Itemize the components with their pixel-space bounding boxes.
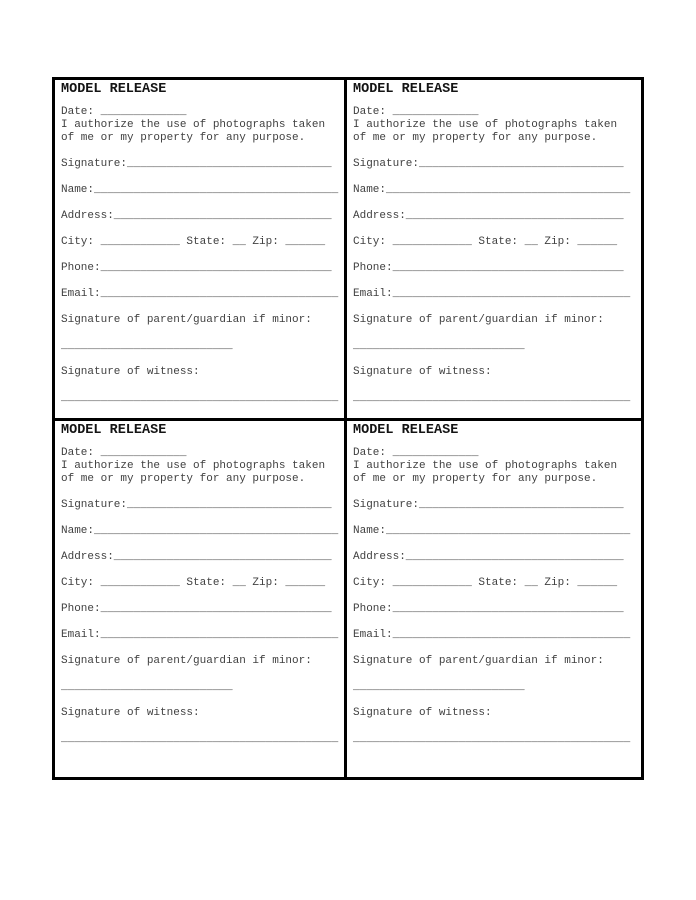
- minor-signature-blank: __________________________: [353, 681, 525, 693]
- signature-field: Signature:_______________________________: [353, 499, 624, 511]
- witness-signature-blank: __________________________________________: [353, 392, 631, 404]
- minor-signature-label: Signature of parent/guardian if minor:: [61, 314, 312, 326]
- minor-signature-label: Signature of parent/guardian if minor:: [61, 655, 312, 667]
- model-release-form-bottom-left: [55, 421, 344, 777]
- witness-signature-label: Signature of witness:: [353, 366, 492, 378]
- witness-signature-blank: __________________________________________: [61, 733, 339, 745]
- city-state-zip-field: City: ____________ State: __ Zip: ______: [61, 236, 326, 248]
- minor-signature-blank: __________________________: [353, 340, 525, 352]
- city-state-zip-field: City: ____________ State: __ Zip: ______: [353, 577, 618, 589]
- email-field: Email:____________________________________: [353, 288, 631, 300]
- witness-signature-label: Signature of witness:: [353, 707, 492, 719]
- date-field: Date: _____________: [61, 106, 187, 118]
- phone-field: Phone:___________________________________: [61, 262, 332, 274]
- form-title: MODEL RELEASE: [353, 82, 459, 97]
- witness-signature-blank: __________________________________________: [61, 392, 339, 404]
- authorization-text-line1: I authorize the use of photographs taken: [61, 119, 326, 131]
- minor-signature-label: Signature of parent/guardian if minor:: [353, 314, 604, 326]
- address-field: Address:_________________________________: [61, 551, 332, 563]
- name-field: Name:_____________________________________: [61, 184, 339, 196]
- model-release-form-top-left: [55, 80, 344, 418]
- authorization-text-line2: of me or my property for any purpose.: [61, 132, 306, 144]
- email-field: Email:____________________________________: [353, 629, 631, 641]
- minor-signature-blank: __________________________: [61, 681, 233, 693]
- city-state-zip-field: City: ____________ State: __ Zip: ______: [353, 236, 618, 248]
- form-title: MODEL RELEASE: [61, 423, 167, 438]
- witness-signature-label: Signature of witness:: [61, 707, 200, 719]
- form-title: MODEL RELEASE: [61, 82, 167, 97]
- date-field: Date: _____________: [61, 447, 187, 459]
- address-field: Address:_________________________________: [353, 210, 624, 222]
- signature-field: Signature:_______________________________: [353, 158, 624, 170]
- name-field: Name:_____________________________________: [353, 184, 631, 196]
- name-field: Name:_____________________________________: [61, 525, 339, 537]
- authorization-text-line2: of me or my property for any purpose.: [353, 473, 598, 485]
- witness-signature-label: Signature of witness:: [61, 366, 200, 378]
- minor-signature-label: Signature of parent/guardian if minor:: [353, 655, 604, 667]
- form-title: MODEL RELEASE: [353, 423, 459, 438]
- phone-field: Phone:___________________________________: [61, 603, 332, 615]
- authorization-text-line1: I authorize the use of photographs taken: [353, 460, 618, 472]
- authorization-text-line2: of me or my property for any purpose.: [353, 132, 598, 144]
- authorization-text-line1: I authorize the use of photographs taken: [61, 460, 326, 472]
- authorization-text-line1: I authorize the use of photographs taken: [353, 119, 618, 131]
- date-field: Date: _____________: [353, 106, 479, 118]
- name-field: Name:_____________________________________: [353, 525, 631, 537]
- phone-field: Phone:___________________________________: [353, 603, 624, 615]
- address-field: Address:_________________________________: [61, 210, 332, 222]
- address-field: Address:_________________________________: [353, 551, 624, 563]
- model-release-sheet: [52, 77, 644, 780]
- model-release-form-bottom-right: [347, 421, 641, 777]
- signature-field: Signature:_______________________________: [61, 499, 332, 511]
- minor-signature-blank: __________________________: [61, 340, 233, 352]
- model-release-form-top-right: [347, 80, 641, 418]
- email-field: Email:____________________________________: [61, 288, 339, 300]
- witness-signature-blank: __________________________________________: [353, 733, 631, 745]
- date-field: Date: _____________: [353, 447, 479, 459]
- email-field: Email:____________________________________: [61, 629, 339, 641]
- city-state-zip-field: City: ____________ State: __ Zip: ______: [61, 577, 326, 589]
- signature-field: Signature:_______________________________: [61, 158, 332, 170]
- phone-field: Phone:___________________________________: [353, 262, 624, 274]
- authorization-text-line2: of me or my property for any purpose.: [61, 473, 306, 485]
